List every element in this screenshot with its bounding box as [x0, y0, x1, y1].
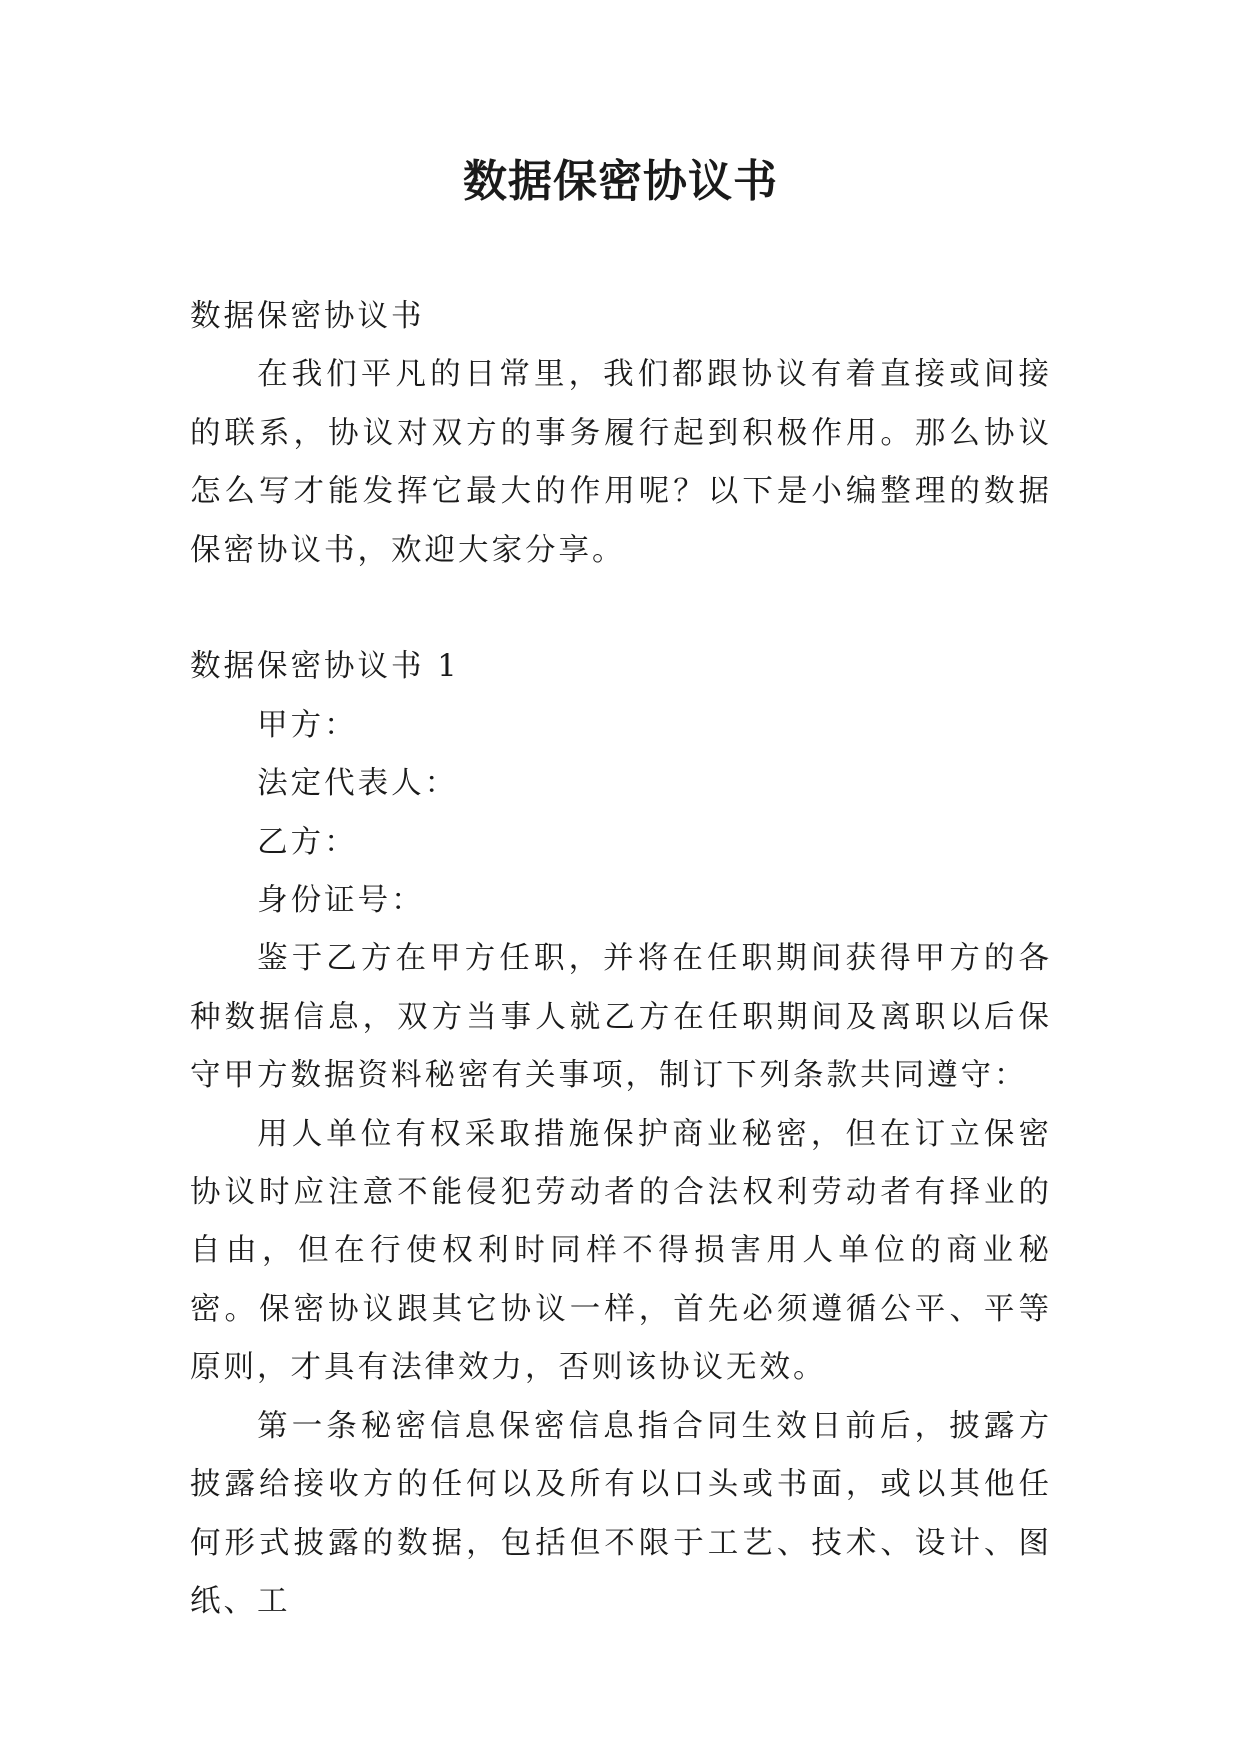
id-number-field: 身份证号：: [257, 883, 425, 919]
legal-representative-field: 法定代表人：: [257, 766, 459, 802]
document-subtitle: 数据保密协议书: [190, 299, 425, 334]
document-title: 数据保密协议书: [463, 156, 778, 207]
article-one-paragraph: 第一条秘密信息保密信息指合同生效日前后，披露方披露给接收方的任何以及所有以口头或书面，或以其他任何形式披露的数据，包括但不限于工艺、技术、设计、图纸、工: [190, 1408, 1052, 1619]
party-b-field: 乙方：: [257, 824, 358, 860]
employer-rights-paragraph: 用人单位有权采取措施保护商业秘密，但在订立保密协议时应注意不能侵犯劳动者的合法权利劳动者有择业的自由，但在行使权利时同样不得损害用人单位的商业秘密。保密协议跟其它协议一样，首先必须遵循公平、平等原则，才具有法律效力，否则该协议无效。: [190, 1116, 1052, 1386]
section-heading: 数据保密协议书 1: [190, 649, 460, 685]
whereas-paragraph: 鉴于乙方在甲方任职，并将在任职期间获得甲方的各种数据信息，双方当事人就乙方在任职期间及离职以后保守甲方数据资料秘密有关事项，制订下列条款共同遵守：: [190, 941, 1052, 1094]
section-spacer: [190, 580, 1052, 638]
document-body: [190, 288, 1052, 1631]
intro-paragraph: 在我们平凡的日常里，我们都跟协议有着直接或间接的联系，协议对双方的事务履行起到积极作用。那么协议怎么写才能发挥它最大的作用呢？以下是小编整理的数据保密协议书，欢迎大家分享。: [190, 357, 1052, 568]
party-a-field: 甲方：: [257, 707, 358, 743]
